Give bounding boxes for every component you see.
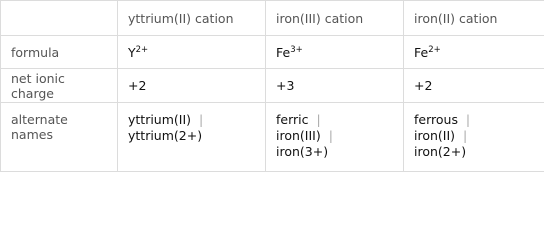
charge-cell-yttrium-ii: +2 — [118, 69, 266, 103]
alternate-name: yttrium(II) — [128, 112, 192, 127]
formula-cell-yttrium-ii — [118, 36, 266, 69]
alternate-name: ferric — [276, 112, 309, 127]
alternate-name: iron(III) — [276, 128, 321, 143]
header-row — [1, 1, 544, 36]
formula-base: Fe — [414, 44, 429, 60]
formula-cell-iron-ii — [404, 36, 544, 69]
row-header-formula: formula — [1, 36, 118, 69]
table-row-alternate-names — [1, 103, 544, 172]
formula-base: Fe — [276, 44, 291, 60]
column-header-iron-iii-cation: iron(III) cation — [266, 1, 404, 36]
alternate-name: iron(3+) — [276, 144, 329, 159]
charge-cell-iron-ii: +2 — [404, 69, 544, 103]
alternate-name: iron(2+) — [414, 144, 467, 159]
charge-cell-iron-iii: +3 — [266, 69, 404, 103]
table-row-net-ionic-charge — [1, 69, 544, 103]
row-header-net-ionic-charge: net ionic charge — [1, 69, 118, 103]
alt-names-cell-iron-ii — [404, 103, 544, 172]
formula-charge: 2+ — [135, 44, 149, 55]
name-separator: | — [465, 112, 471, 127]
formula-base: Y — [128, 44, 136, 60]
formula-cell-iron-iii — [266, 36, 404, 69]
corner-cell — [1, 1, 118, 36]
formula-charge: 2+ — [428, 44, 441, 55]
alternate-name: yttrium(2+) — [128, 128, 203, 143]
row-header-alternate-names: alternate names — [1, 103, 118, 172]
alternate-name: ferrous — [414, 112, 458, 127]
name-separator: | — [199, 112, 204, 127]
name-separator: | — [316, 112, 321, 127]
name-separator: | — [328, 128, 333, 143]
alt-names-cell-iron-iii — [266, 103, 404, 172]
alt-names-cell-yttrium-ii — [118, 103, 266, 172]
alternate-name: iron(II) — [414, 128, 456, 143]
name-separator: | — [463, 128, 468, 143]
table-row-formula — [1, 36, 544, 69]
column-header-iron-ii-cation: iron(II) cation — [404, 1, 544, 36]
column-header-yttrium-ii-cation: yttrium(II) cation — [118, 1, 266, 36]
formula-charge: 3+ — [290, 44, 303, 55]
